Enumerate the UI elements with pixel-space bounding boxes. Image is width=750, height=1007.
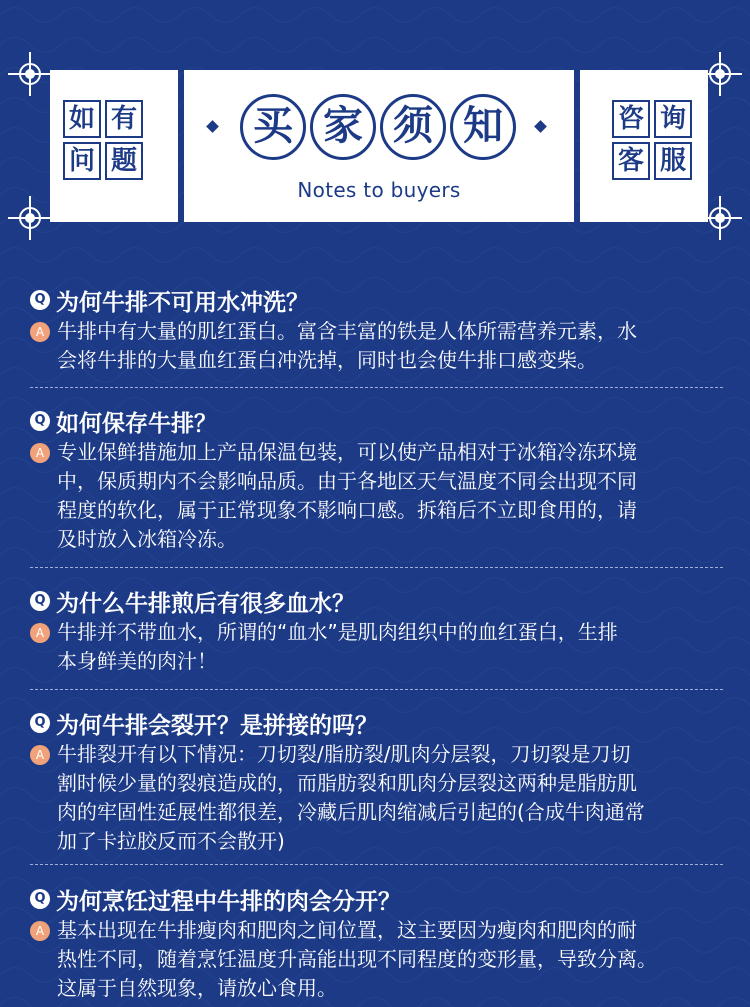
- question-icon: Q: [30, 411, 50, 431]
- answer-icon: A: [30, 921, 50, 941]
- title-char: 知: [450, 94, 516, 160]
- answer-text: [57, 317, 725, 375]
- title-char: 须: [380, 94, 446, 160]
- divider: [30, 864, 723, 865]
- answer-icon: A: [30, 322, 50, 342]
- question-row: [30, 884, 401, 914]
- page-subtitle: Notes to buyers: [297, 178, 461, 202]
- answer-line: 加了卡拉胶反而不会散开): [57, 829, 285, 853]
- seal-char: 题: [105, 142, 143, 180]
- page-title: [184, 92, 574, 172]
- seal-customer-service[interactable]: [612, 100, 696, 184]
- question-icon: Q: [30, 591, 50, 611]
- answer-text: [57, 438, 725, 554]
- question-text: 为何烹饪过程中牛排的肉会分开？: [56, 888, 401, 915]
- header-banner: [0, 0, 750, 260]
- question-icon: Q: [30, 713, 50, 733]
- question-text: 为何牛排会裂开？是拼接的吗？: [56, 712, 378, 739]
- answer-text: [57, 740, 725, 856]
- seal-char: 咨: [612, 100, 650, 138]
- divider: [30, 689, 723, 690]
- divider: [30, 387, 723, 388]
- answer-line: 割时候少量的裂痕造成的，而脂肪裂和肌肉分层裂这两种是脂肪肌: [57, 771, 637, 795]
- answer-line: 牛排裂开有以下情况：刀切裂/脂肪裂/肌肉分层裂，刀切裂是刀切: [57, 742, 631, 766]
- answer-text: [57, 618, 725, 676]
- answer-line: 程度的软化，属于正常现象不影响口感。拆箱后不立即食用的，请: [57, 498, 637, 522]
- question-icon: Q: [30, 290, 50, 310]
- answer-line: 这属于自然现象，请放心食用。: [57, 976, 337, 1000]
- seal-char: 客: [612, 142, 650, 180]
- question-icon: Q: [30, 889, 50, 909]
- answer-line: 肉的牢固性延展性都很差，冷藏后肌肉缩减后引起的(合成牛肉通常: [57, 800, 645, 824]
- answer-line: 中，保质期内不会影响品质。由于各地区天气温度不同会出现不同: [57, 469, 637, 493]
- answer-icon: A: [30, 623, 50, 643]
- answer-icon: A: [30, 745, 50, 765]
- diamond-ornament: [534, 120, 547, 133]
- question-row: [30, 406, 217, 436]
- answer-line: 本身鲜美的肉汁！: [57, 649, 217, 673]
- answer-line: 热性不同，随着烹饪温度升高能出现不同程度的变形量，导致分离。: [57, 947, 657, 971]
- answer-line: 会将牛排的大量血红蛋白冲洗掉，同时也会使牛排口感变柴。: [57, 348, 597, 372]
- answer-text: [57, 916, 725, 1003]
- diamond-ornament: [206, 120, 219, 133]
- answer-line: 及时放入冰箱冷冻。: [57, 527, 237, 551]
- question-text: 为什么牛排煎后有很多血水？: [56, 590, 355, 617]
- seal-char: 服: [654, 142, 692, 180]
- seal-have-question: [63, 100, 147, 184]
- answer-icon: A: [30, 443, 50, 463]
- question-text: 为何牛排不可用水冲洗？: [56, 289, 309, 316]
- question-row: [30, 285, 309, 315]
- seal-char: 询: [654, 100, 692, 138]
- seal-char: 如: [63, 100, 101, 138]
- answer-line: 牛排中有大量的肌红蛋白。富含丰富的铁是人体所需营养元素，水: [57, 319, 637, 343]
- seal-char: 有: [105, 100, 143, 138]
- answer-line: 牛排并不带血水，所谓的“血水”是肌肉组织中的血红蛋白，生排: [57, 620, 618, 644]
- divider: [30, 567, 723, 568]
- title-char: 家: [310, 94, 376, 160]
- answer-line: 专业保鲜措施加上产品保温包装，可以使产品相对于冰箱冷冻环境: [57, 440, 637, 464]
- answer-line: 基本出现在牛排瘦肉和肥肉之间位置，这主要因为瘦肉和肥肉的耐: [57, 918, 637, 942]
- question-row: [30, 708, 378, 738]
- seal-char: 问: [63, 142, 101, 180]
- title-char: 买: [240, 94, 306, 160]
- question-text: 如何保存牛排？: [56, 410, 217, 437]
- question-row: [30, 586, 355, 616]
